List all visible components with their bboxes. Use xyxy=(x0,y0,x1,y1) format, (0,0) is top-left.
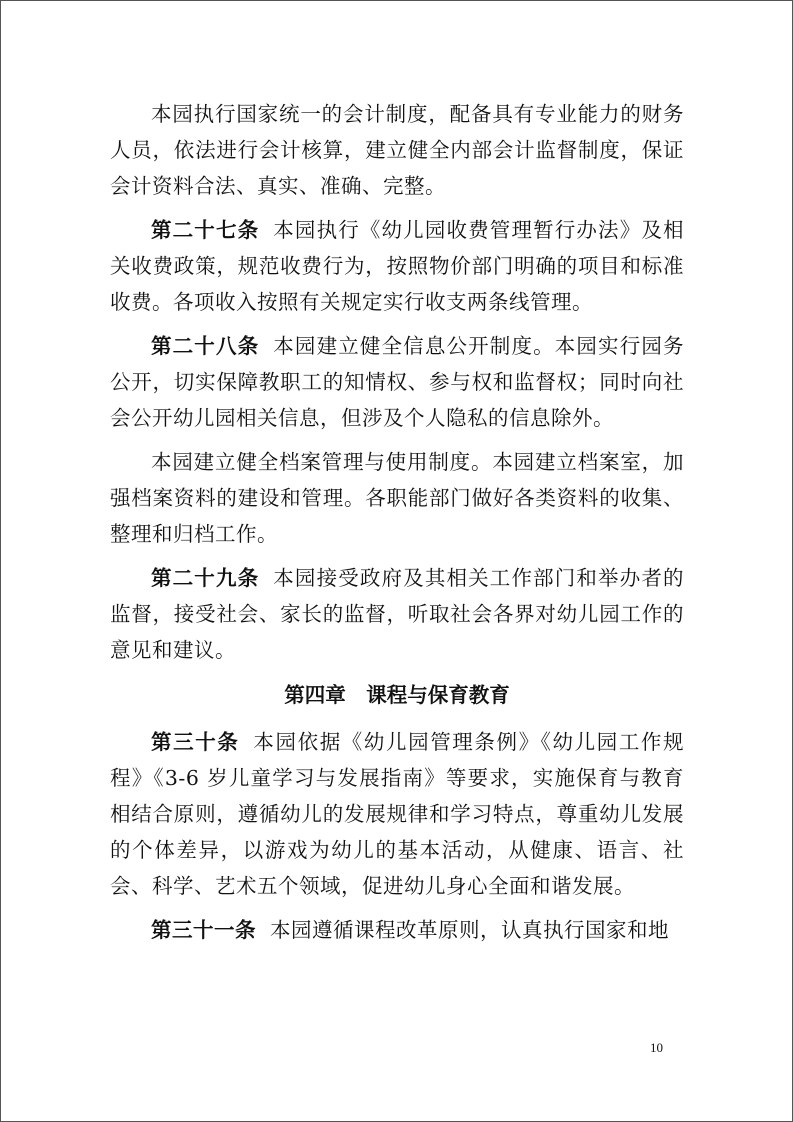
article-lead: 第三十一条 xyxy=(151,918,256,942)
article-28 xyxy=(110,328,684,436)
article-text: 本园执行《幼儿园收费管理暂行办法》及相关收费政策，规范收费行为，按照物价部门明确的项目和标准收费。各项收入按照有关规定实行收支两条线管理。 xyxy=(110,218,685,314)
chapter-title: 第四章 课程与保育教育 xyxy=(284,683,510,707)
article-text: 本园遵循课程改革原则，认真执行国家和地 xyxy=(270,918,669,942)
article-lead: 第二十七条 xyxy=(151,218,260,242)
article-text: 本园执行国家统一的会计制度，配备具有专业能力的财务人员，依法进行会计核算，建立健全内部会计监督制度，保证会计资料合法、真实、准确、完整。 xyxy=(110,102,684,198)
paragraph-archives xyxy=(110,444,684,552)
document-body xyxy=(110,96,684,956)
page-number: 10 xyxy=(650,1040,663,1055)
article-text: 本园依据《幼儿园管理条例》《幼儿园工作规程》《3-6 岁儿童学习与发展指南》等要求，实施保育与教育相结合原则，遵循幼儿的发展规律和学习特点，尊重幼儿发展的个体差异，以游戏为幼儿的基本活动，从健康、语言、社会、科学、艺术五个领域，促进幼儿身心全面和谐发展。 xyxy=(110,730,685,898)
article-lead: 第二十九条 xyxy=(151,566,260,590)
article-text: 本园接受政府及其相关工作部门和举办者的监督，接受社会、家长的监督，听取社会各界对幼儿园工作的意见和建议。 xyxy=(110,566,685,662)
article-lead: 第二十八条 xyxy=(151,334,260,358)
article-27 xyxy=(110,212,684,320)
article-29 xyxy=(110,560,684,668)
paragraph-accounting xyxy=(110,96,684,204)
article-text: 本园建立健全信息公开制度。本园实行园务公开，切实保障教职工的知情权、参与权和监督权；同时向社会公开幼儿园相关信息，但涉及个人隐私的信息除外。 xyxy=(110,334,685,430)
article-text: 本园建立健全档案管理与使用制度。本园建立档案室，加强档案资料的建设和管理。各职能部门做好各类资料的收集、整理和归档工作。 xyxy=(110,450,684,546)
article-31 xyxy=(110,912,684,948)
article-lead: 第三十条 xyxy=(151,730,240,754)
article-30 xyxy=(110,724,684,904)
